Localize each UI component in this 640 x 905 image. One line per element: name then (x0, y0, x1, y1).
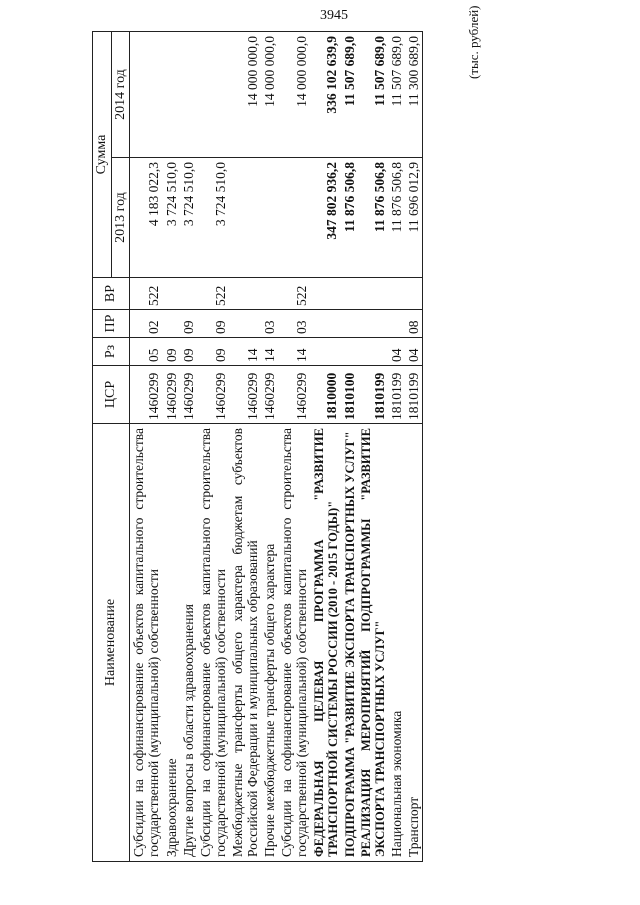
header-2014: 2014 год (111, 32, 130, 158)
table-row (163, 32, 180, 862)
cell-rz: 04 (405, 338, 423, 366)
cell-2014: 14 000 000,0 (278, 32, 310, 158)
cell-vr (180, 278, 197, 310)
cell-rz: 14 (261, 338, 278, 366)
header-name: Наименование (93, 424, 130, 862)
cell-pr (358, 310, 388, 338)
cell-2014: 336 102 639,9 (311, 32, 341, 158)
cell-pr: 09 (197, 310, 229, 338)
header-sum: Сумма (93, 32, 112, 278)
cell-2013: 3 724 510,0 (197, 158, 229, 278)
cell-csr: 1460299 (163, 366, 180, 424)
cell-csr: 1810100 (341, 366, 358, 424)
units-note: (тыс. рублей) (466, 5, 481, 79)
table-row (358, 32, 388, 862)
table-header (93, 32, 130, 862)
cell-2013 (229, 158, 261, 278)
cell-2013 (278, 158, 310, 278)
cell-csr: 1810000 (311, 366, 341, 424)
table-row (130, 32, 163, 862)
cell-2013: 347 802 936,2 (311, 158, 341, 278)
cell-name: РЕАЛИЗАЦИЯ МЕРОПРИЯТИЙ ПОДПРОГРАММЫ "РАЗВИТИЕ ЭКСПОРТА ТРАНСПОРТНЫХ УСЛУГ" (358, 424, 388, 862)
cell-rz: 09 (180, 338, 197, 366)
cell-vr (388, 278, 405, 310)
cell-name: Национальная экономика (388, 424, 405, 862)
cell-2014: 11 300 689,0 (405, 32, 423, 158)
table-row (311, 32, 341, 862)
cell-name: ФЕДЕРАЛЬНАЯ ЦЕЛЕВАЯ ПРОГРАММА "РАЗВИТИЕ ТРАНСПОРТНОЙ СИСТЕМЫ РОССИИ (2010 - 2015 ГОДЫ)" (311, 424, 341, 862)
table-row (388, 32, 405, 862)
cell-pr: 03 (278, 310, 310, 338)
cell-2014 (163, 32, 180, 158)
cell-rz (358, 338, 388, 366)
cell-2013: 4 183 022,3 (130, 158, 163, 278)
header-csr: ЦСР (93, 366, 130, 424)
cell-csr: 1460299 (180, 366, 197, 424)
cell-rz (341, 338, 358, 366)
cell-pr (388, 310, 405, 338)
cell-pr: 09 (180, 310, 197, 338)
cell-2014: 14 000 000,0 (261, 32, 278, 158)
cell-csr: 1460299 (278, 366, 310, 424)
cell-csr: 1460299 (261, 366, 278, 424)
cell-csr: 1810199 (405, 366, 423, 424)
cell-csr: 1810199 (358, 366, 388, 424)
table-row (278, 32, 310, 862)
budget-table-rotated (92, 32, 423, 862)
cell-2014: 11 507 689,0 (341, 32, 358, 158)
cell-vr (405, 278, 423, 310)
cell-name: Транспорт (405, 424, 423, 862)
cell-2013: 11 876 506,8 (358, 158, 388, 278)
cell-rz: 09 (197, 338, 229, 366)
table-row (341, 32, 358, 862)
cell-2014 (197, 32, 229, 158)
cell-vr (341, 278, 358, 310)
cell-pr (229, 310, 261, 338)
cell-csr: 1460299 (229, 366, 261, 424)
cell-rz: 04 (388, 338, 405, 366)
cell-name: ПОДПРОГРАММА "РАЗВИТИЕ ЭКСПОРТА ТРАНСПОРТНЫХ УСЛУГ" (341, 424, 358, 862)
cell-vr (261, 278, 278, 310)
cell-2013: 11 876 506,8 (341, 158, 358, 278)
table-row (261, 32, 278, 862)
table-row (229, 32, 261, 862)
cell-csr: 1460299 (197, 366, 229, 424)
cell-name: Субсидии на софинансирование объектов капитального строительства государственной (муниципальной) собственности (278, 424, 310, 862)
cell-name: Субсидии на софинансирование объектов капитального строительства государственной (муниципальной) собственности (130, 424, 163, 862)
cell-csr: 1810199 (388, 366, 405, 424)
table-row (180, 32, 197, 862)
cell-pr: 08 (405, 310, 423, 338)
table-row (405, 32, 423, 862)
cell-2014 (130, 32, 163, 158)
cell-vr: 522 (130, 278, 163, 310)
cell-pr (341, 310, 358, 338)
cell-pr (163, 310, 180, 338)
budget-table (92, 31, 423, 862)
cell-vr: 522 (197, 278, 229, 310)
cell-2013: 3 724 510,0 (180, 158, 197, 278)
cell-2014 (180, 32, 197, 158)
cell-vr (358, 278, 388, 310)
cell-vr (311, 278, 341, 310)
cell-2013: 11 696 012,9 (405, 158, 423, 278)
cell-rz: 14 (229, 338, 261, 366)
cell-vr: 522 (278, 278, 310, 310)
cell-2013: 3 724 510,0 (163, 158, 180, 278)
cell-vr (229, 278, 261, 310)
cell-rz: 05 (130, 338, 163, 366)
cell-vr (163, 278, 180, 310)
cell-name: Субсидии на софинансирование объектов капитального строительства государственной (муниципальной) собственности (197, 424, 229, 862)
header-vr: ВР (93, 278, 130, 310)
page-number: 3945 (320, 8, 348, 23)
cell-name: Здравоохранение (163, 424, 180, 862)
cell-2013: 11 876 506,8 (388, 158, 405, 278)
cell-pr: 02 (130, 310, 163, 338)
header-rz: Рз (93, 338, 130, 366)
cell-2014: 14 000 000,0 (229, 32, 261, 158)
header-pr: ПР (93, 310, 130, 338)
table-body (130, 32, 423, 862)
cell-pr (311, 310, 341, 338)
cell-name: Другие вопросы в области здравоохранения (180, 424, 197, 862)
cell-name: Прочие межбюджетные трансферты общего характера (261, 424, 278, 862)
header-2013: 2013 год (111, 158, 130, 278)
cell-rz: 14 (278, 338, 310, 366)
cell-rz: 09 (163, 338, 180, 366)
cell-name: Межбюджетные трансферты общего характера бюджетам субъектов Российской Федерации и муниципальных образований (229, 424, 261, 862)
cell-pr: 03 (261, 310, 278, 338)
cell-2014: 11 507 689,0 (388, 32, 405, 158)
cell-csr: 1460299 (130, 366, 163, 424)
cell-2013 (261, 158, 278, 278)
cell-2014: 11 507 689,0 (358, 32, 388, 158)
table-row (197, 32, 229, 862)
cell-rz (311, 338, 341, 366)
